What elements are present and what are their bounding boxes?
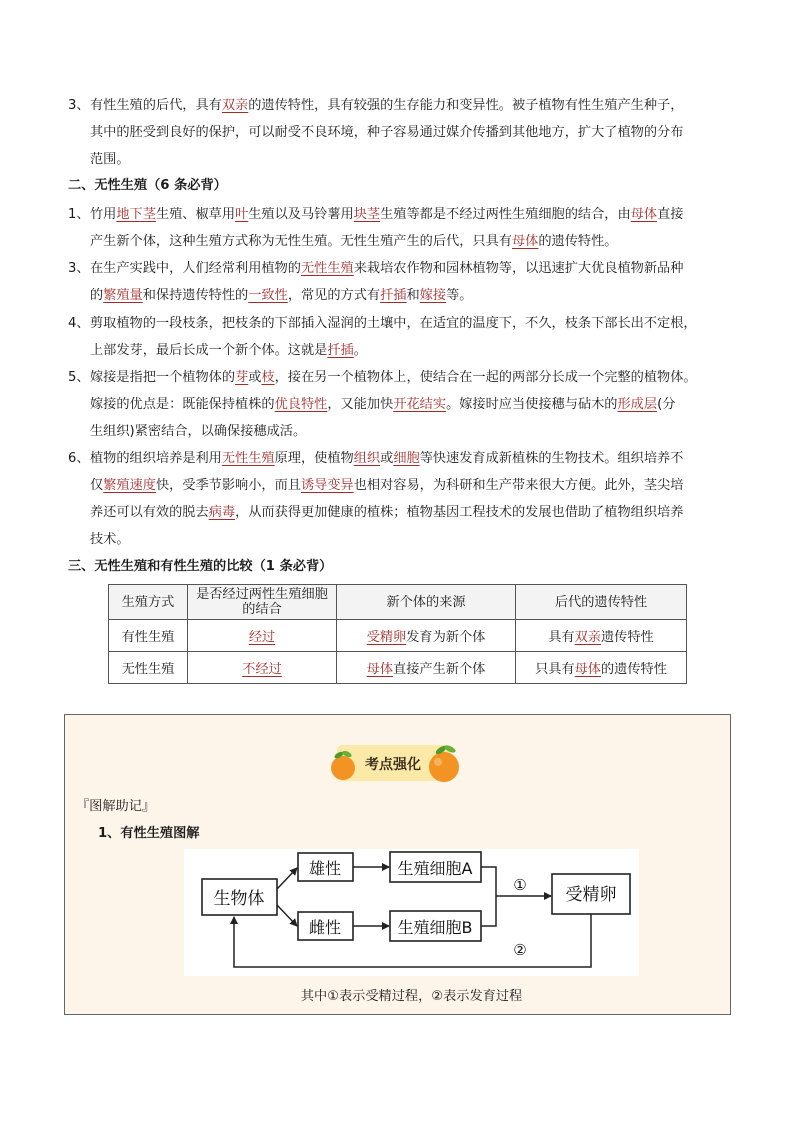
sexual-reproduction-diagram xyxy=(184,849,639,976)
text: 仅 xyxy=(90,478,104,493)
text: 和 xyxy=(406,288,420,303)
table-cell xyxy=(516,652,687,684)
asexual-item-5 xyxy=(68,364,732,445)
germ-cell-a-label: 生殖细胞A xyxy=(397,859,473,878)
text: 等快速发育成新植株的生物技术。组织培养不 xyxy=(419,451,684,466)
germ-cell-b-label: 生殖细胞B xyxy=(397,918,473,937)
text: 嫁接的优点是：既能保持植株的 xyxy=(90,397,275,412)
table-header-row xyxy=(109,585,687,620)
key-term: 优良特性 xyxy=(274,397,328,412)
step1-label: ① xyxy=(513,876,527,894)
table-cell: 有性生殖 xyxy=(109,620,188,652)
key-term: 母体 xyxy=(512,234,539,249)
table-cell xyxy=(337,620,516,652)
asexual-item-1 xyxy=(68,201,732,255)
text: 或 xyxy=(380,451,394,466)
text: 的遗传特性。 xyxy=(538,234,618,249)
female-label: 雌性 xyxy=(308,918,342,937)
text: 或 xyxy=(248,370,262,385)
text: 也相对容易，为科研和生产带来很大方便。此外，茎尖培 xyxy=(353,478,684,493)
line: 技术。 xyxy=(90,532,130,547)
text: 竹用 xyxy=(90,207,117,222)
text: 直接产生新个体 xyxy=(393,662,486,677)
zygote-label: 受精卵 xyxy=(565,885,617,905)
key-term: 组织 xyxy=(353,451,381,466)
text: 的遗传特性，具有较强的生存能力和变异性。被子植物有性生殖产生种子， xyxy=(248,98,684,113)
step2-label: ② xyxy=(513,941,527,959)
text: 和保持遗传特性的 xyxy=(142,288,249,303)
key-term: 无性生殖 xyxy=(221,451,275,466)
text: 等。 xyxy=(446,288,473,303)
key-term: 芽 xyxy=(235,370,249,385)
item-number: 6、 xyxy=(68,451,90,466)
key-term: 扦插 xyxy=(380,288,407,303)
text: 上部发芽，最后长成一个新个体。这就是 xyxy=(90,343,328,358)
line xyxy=(68,499,732,526)
item-number: 1、 xyxy=(68,207,90,222)
key-term: 不经过 xyxy=(242,662,282,677)
key-term: 母体 xyxy=(630,207,658,222)
male-label: 雄性 xyxy=(308,859,342,878)
table-header-cell: 生殖方式 xyxy=(109,585,188,620)
text: 。嫁接时应当使接穗与砧木的 xyxy=(446,397,618,412)
text: 发育为新个体 xyxy=(406,630,486,645)
badge-label: 考点强化 xyxy=(365,757,421,773)
table-cell: 无性生殖 xyxy=(109,652,188,684)
asexual-item-4 xyxy=(68,310,732,364)
text: ，接在另一个植物体上，使结合在一起的两部分长成一个完整的植物体。 xyxy=(274,370,697,385)
text: 来栽培农作物和园林植物等，以迅速扩大优良植物新品种 xyxy=(353,261,684,276)
line: 生组织)紧密结合，以确保接穗成活。 xyxy=(90,424,307,439)
text: 生殖、椒草用 xyxy=(155,207,236,222)
organism-label: 生物体 xyxy=(213,889,265,909)
item-number: 3、 xyxy=(68,98,90,113)
text: 生殖等都是不经过两性生殖细胞的结合，由 xyxy=(380,207,631,222)
table-cell xyxy=(188,652,337,684)
key-term: 双亲 xyxy=(574,630,601,645)
text: 的遗传特性 xyxy=(601,662,667,677)
key-term: 母体 xyxy=(574,662,601,677)
item-number: 4、 xyxy=(68,316,90,331)
text: 产生新个体，这种生殖方式称为无性生殖。无性生殖产生的后代，只具有 xyxy=(90,234,512,249)
item-number: 5、 xyxy=(68,370,90,385)
text: 的 xyxy=(90,288,104,303)
text: 原理，使植物 xyxy=(274,451,354,466)
asexual-item-3 xyxy=(68,255,732,309)
table-cell xyxy=(188,620,337,652)
table-header-cell: 新个体的来源 xyxy=(337,585,516,620)
table-header-cell: 是否经过两性生殖细胞的结合 xyxy=(188,585,337,620)
table-cell xyxy=(337,652,516,684)
section-heading-asexual: 二、无性生殖（6 条必背） xyxy=(68,178,227,193)
key-term: 细胞 xyxy=(393,451,420,466)
section-heading-comparison: 三、无性生殖和有性生殖的比较（1 条必背） xyxy=(68,559,333,574)
key-term: 双亲 xyxy=(221,98,249,113)
key-term: 繁殖速度 xyxy=(103,478,156,493)
item-number: 3、 xyxy=(68,261,90,276)
key-term: 块茎 xyxy=(353,207,381,222)
key-term: 嫁接 xyxy=(419,288,447,303)
text: 嫁接是指把一个植物体的 xyxy=(90,370,236,385)
line xyxy=(68,391,732,418)
key-point-badge xyxy=(327,741,461,786)
text: ，常见的方式有 xyxy=(287,288,381,303)
key-term: 一致性 xyxy=(248,288,288,303)
sexual-item-3 xyxy=(68,92,732,173)
text: 养还可以有效的脱去 xyxy=(90,505,209,520)
mnemonic-label: 『图解助记』 xyxy=(76,799,156,814)
key-term: 叶 xyxy=(235,207,249,222)
line: 其中的胚受到良好的保护，可以耐受不良环境，种子容易通过媒介传播到其他地方，扩大了植物的分布 xyxy=(90,125,684,140)
key-term: 形成层 xyxy=(617,397,658,412)
key-term: 枝 xyxy=(261,370,275,385)
key-term: 受精卵 xyxy=(366,630,407,645)
text: ，从而获得更加健康的植株；植物基因工程技术的发展也借助了植物组织培养 xyxy=(235,505,684,520)
key-term: 繁殖量 xyxy=(103,288,143,303)
key-term: 诱导变异 xyxy=(301,478,354,493)
text: 。 xyxy=(353,343,367,358)
text: 只具有 xyxy=(535,662,575,677)
key-term: 无性生殖 xyxy=(301,261,354,276)
text: 具有 xyxy=(548,630,575,645)
text: (分 xyxy=(657,397,676,412)
key-term: 母体 xyxy=(366,662,394,677)
line xyxy=(68,337,732,364)
comparison-table xyxy=(108,584,687,684)
text: 在生产实践中，人们经常利用植物的 xyxy=(90,261,301,276)
key-term: 地下茎 xyxy=(116,207,156,222)
key-term: 开花结实 xyxy=(393,397,447,412)
table-header-cell: 后代的遗传特性 xyxy=(516,585,687,620)
text: 直接 xyxy=(657,207,684,222)
table-row xyxy=(109,652,687,684)
diagram-subtitle: 1、有性生殖图解 xyxy=(98,826,200,841)
text: 植物的组织培养是利用 xyxy=(90,451,222,466)
text: ，又能加快 xyxy=(327,397,394,412)
table-row xyxy=(109,620,687,652)
diagram-caption: 其中①表示受精过程，②表示发育过程 xyxy=(300,989,523,1004)
key-term: 扦插 xyxy=(327,343,354,358)
line xyxy=(68,228,732,255)
text: 有性生殖的后代，具有 xyxy=(90,98,222,113)
table-cell xyxy=(516,620,687,652)
line: 范围。 xyxy=(90,152,130,167)
key-term: 经过 xyxy=(248,630,276,645)
text: 遗传特性 xyxy=(601,630,654,645)
text: 生殖以及马铃薯用 xyxy=(248,207,354,222)
asexual-item-6 xyxy=(68,445,732,553)
key-term: 病毒 xyxy=(208,505,236,520)
line xyxy=(68,472,732,499)
text: 快，受季节影响小，而且 xyxy=(155,478,301,493)
line xyxy=(68,282,732,309)
text: 剪取植物的一段枝条，把枝条的下部插入湿润的土壤中，在适宜的温度下，不久，枝条下部长出不定根， xyxy=(90,316,697,331)
